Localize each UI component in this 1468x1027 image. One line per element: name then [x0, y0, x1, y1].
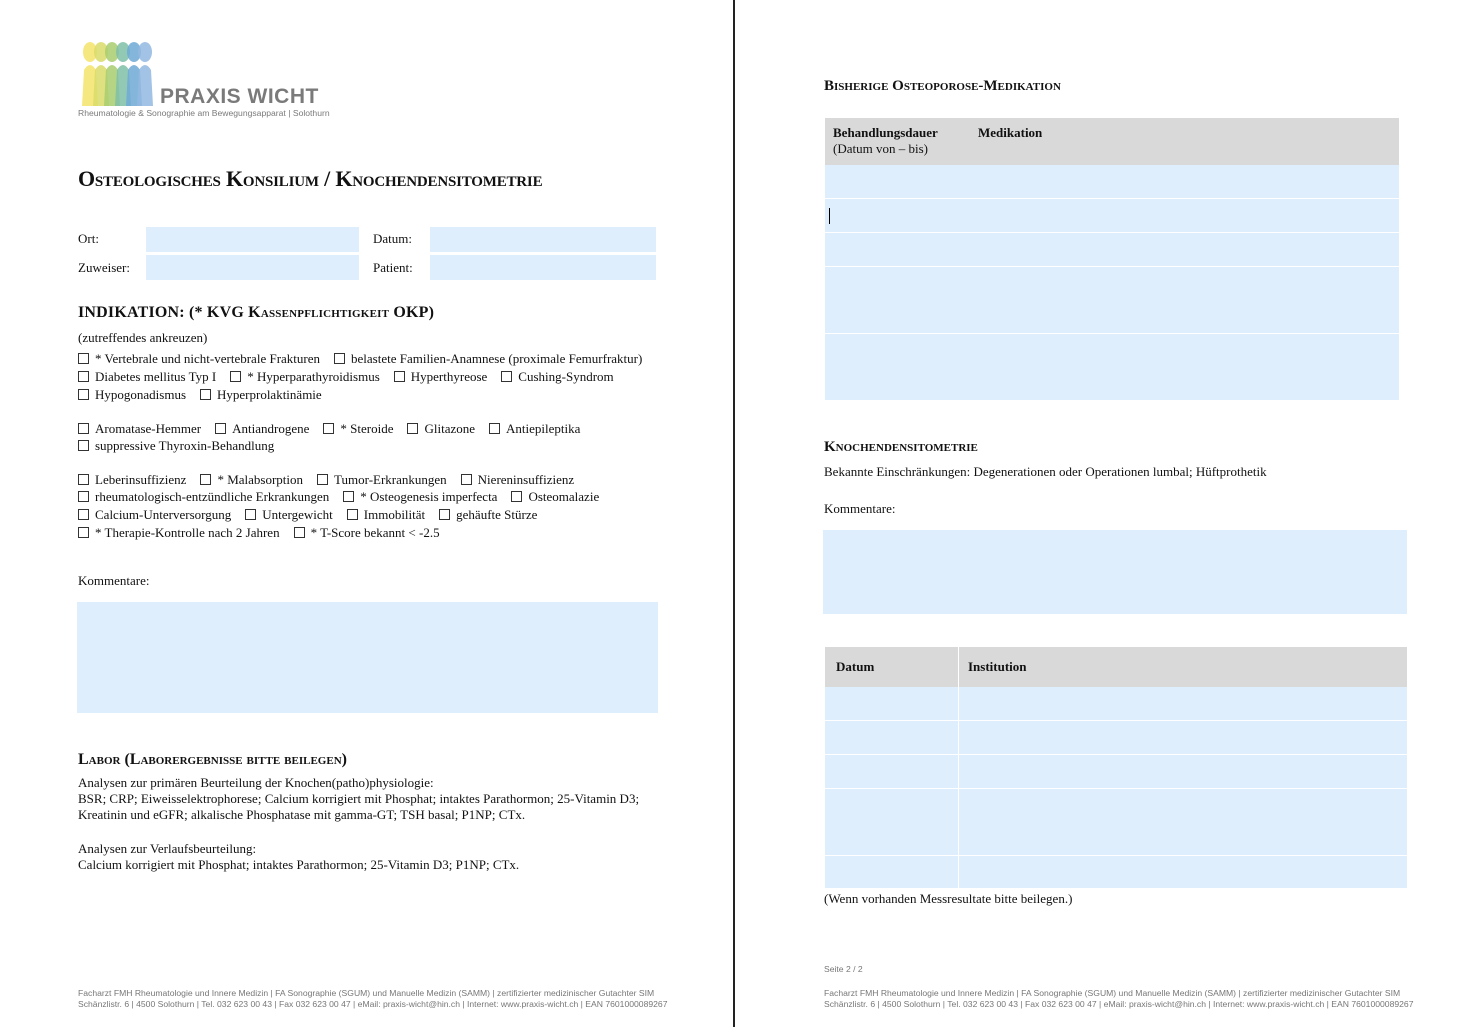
checkbox[interactable]: [78, 389, 89, 400]
indikation-checkbox-item[interactable]: [407, 421, 475, 436]
checkbox-label: * Steroide: [340, 421, 394, 436]
indikation-checkbox-item[interactable]: [343, 489, 497, 504]
indikation-checkbox-item[interactable]: [294, 525, 440, 540]
messungen-row[interactable]: [825, 721, 1407, 755]
checkbox[interactable]: [461, 474, 472, 485]
checkbox-line: [78, 438, 288, 454]
indikation-checkbox-item[interactable]: [78, 351, 320, 366]
checkbox-label: Immobilität: [363, 507, 426, 522]
indikation-checkbox-item[interactable]: [323, 421, 393, 436]
checkbox[interactable]: [294, 527, 305, 538]
indikation-checkbox-item[interactable]: [78, 472, 186, 487]
indikation-checkbox-item[interactable]: [78, 387, 186, 402]
checkbox-label: * Osteogenesis imperfecta: [360, 489, 498, 504]
checkbox[interactable]: [245, 509, 256, 520]
checkbox-line: [78, 387, 336, 403]
footer-line2: Schänzlistr. 6 | 4500 Solothurn | Tel. 032 623 00 43 | Fax 032 623 00 47 | eMail: praxis-wicht@hin.ch | Internet: www.praxis-wicht.ch | EAN 7601000089267: [78, 999, 668, 1009]
checkbox[interactable]: [511, 491, 522, 502]
page2-footer: [824, 988, 1413, 1010]
indikation-checkbox-item[interactable]: [245, 507, 333, 522]
densitometrie-kommentare-label: Kommentare:: [824, 501, 896, 516]
header-col-separator: [958, 647, 959, 687]
checkbox[interactable]: [215, 423, 226, 434]
col-medikation: Medikation: [978, 125, 1043, 140]
kommentare-field[interactable]: [77, 602, 658, 713]
messungen-row[interactable]: [825, 856, 1407, 889]
checkbox-label: Antiandrogene: [232, 421, 310, 436]
indikation-checkbox-item[interactable]: [489, 421, 580, 436]
page-2: [735, 0, 1468, 1027]
indikation-checkbox-item[interactable]: [394, 369, 488, 384]
datum-label: Datum:: [373, 231, 412, 246]
checkbox[interactable]: [78, 440, 89, 451]
checkbox[interactable]: [489, 423, 500, 434]
medikation-table-header: [825, 118, 1399, 165]
medikation-row[interactable]: [825, 267, 1399, 334]
checkbox-label: Hyperprolaktinämie: [217, 387, 322, 402]
ort-field[interactable]: [146, 227, 359, 252]
checkbox[interactable]: [407, 423, 418, 434]
checkbox-line: [78, 369, 628, 385]
checkbox[interactable]: [78, 527, 89, 538]
checkbox-label: * Malabsorption: [217, 472, 304, 487]
checkbox-line: [78, 421, 594, 437]
text-cursor: [829, 208, 830, 224]
zuweiser-label: Zuweiser:: [78, 260, 130, 275]
checkbox[interactable]: [78, 353, 89, 364]
checkbox-label: * Therapie-Kontrolle nach 2 Jahren: [95, 525, 280, 540]
indikation-checkbox-item[interactable]: [334, 351, 642, 366]
indikation-checkbox-item[interactable]: [78, 489, 329, 504]
checkbox-label: Hypogonadismus: [95, 387, 186, 402]
indikation-checkbox-item[interactable]: [347, 507, 425, 522]
logo-figures-icon: [78, 40, 158, 106]
checkbox-line: [78, 507, 551, 523]
checkbox[interactable]: [347, 509, 358, 520]
praxis-logo: [78, 40, 368, 120]
indikation-checkbox-item[interactable]: [461, 472, 575, 487]
kommentare-label: Kommentare:: [78, 573, 150, 588]
checkbox-label: Calcium-Unterversorgung: [95, 507, 232, 522]
labor-p2-line1: Calcium korrigiert mit Phosphat; intaktes Parathormon; 25-Vitamin D3; P1NP; CTx.: [78, 857, 520, 872]
messungen-col-separator: [958, 687, 959, 888]
page-title: Osteologisches Konsilium / Knochendensitometrie: [78, 166, 543, 191]
messungen-table-header: [825, 647, 1407, 687]
indikation-checkbox-item[interactable]: [78, 507, 231, 522]
medikation-row[interactable]: [825, 233, 1399, 267]
checkbox[interactable]: [200, 389, 211, 400]
checkbox-label: Osteomalazie: [528, 489, 600, 504]
checkbox-line: [78, 525, 454, 541]
footer-line2: Schänzlistr. 6 | 4500 Solothurn | Tel. 032 623 00 43 | Fax 032 623 00 47 | eMail: praxis-wicht@hin.ch | Internet: www.praxis-wicht.ch | EAN 7601000089267: [824, 999, 1414, 1009]
medikation-heading: Bisherige Osteoporose-Medikation: [824, 78, 1061, 94]
col-datum: Datum: [836, 659, 875, 674]
ort-label: Ort:: [78, 231, 99, 246]
checkbox-label: Cushing-Syndrom: [518, 369, 614, 384]
patient-field[interactable]: [430, 255, 656, 280]
checkbox-label: * T-Score bekannt < -2.5: [310, 525, 440, 540]
messungen-row[interactable]: [825, 789, 1407, 856]
checkbox-label: Niereninsuffizienz: [477, 472, 575, 487]
indikation-checkbox-item[interactable]: [78, 421, 201, 436]
checkbox-label: Hyperthyreose: [410, 369, 488, 384]
checkbox-label: Tumor-Erkrankungen: [334, 472, 447, 487]
indikation-checkbox-item[interactable]: [230, 369, 380, 384]
medikation-row[interactable]: [825, 199, 1399, 233]
logo-tagline: Rheumatologie & Sonographie am Bewegungsapparat | Solothurn: [78, 108, 330, 118]
patient-label: Patient:: [373, 260, 413, 275]
checkbox[interactable]: [78, 371, 89, 382]
labor-p1-line2: Kreatinin und eGFR; alkalische Phosphatase mit gamma-GT; TSH basal; P1NP; CTx.: [78, 807, 526, 822]
messungen-note: (Wenn vorhanden Messresultate bitte beilegen.): [824, 891, 1073, 906]
indikation-checkbox-item[interactable]: [317, 472, 447, 487]
checkbox-label: * Hyperparathyroidismus: [247, 369, 380, 384]
checkbox-label: Aromatase-Hemmer: [95, 421, 202, 436]
checkbox[interactable]: [394, 371, 405, 382]
medikation-row[interactable]: [825, 334, 1399, 401]
indikation-heading: INDIKATION: (* KVG Kassenpflichtigkeit OKP): [78, 304, 435, 321]
datum-field[interactable]: [430, 227, 656, 252]
indikation-checkbox-item[interactable]: [78, 525, 280, 540]
logo-head: [138, 42, 152, 62]
checkbox-line: [78, 489, 613, 505]
checkbox-label: Leberinsuffizienz: [95, 472, 187, 487]
checkbox[interactable]: [439, 509, 450, 520]
checkbox[interactable]: [78, 509, 89, 520]
indikation-hint: (zutreffendes ankreuzen): [78, 330, 208, 345]
page-1: [0, 0, 733, 1027]
checkbox[interactable]: [78, 423, 89, 434]
checkbox[interactable]: [230, 371, 241, 382]
checkbox[interactable]: [78, 491, 89, 502]
col-institution: Institution: [968, 659, 1027, 674]
indikation-checkbox-item[interactable]: [200, 387, 322, 402]
checkbox-label: gehäufte Stürze: [456, 507, 538, 522]
checkbox[interactable]: [334, 353, 345, 364]
checkbox-line: [78, 351, 656, 367]
medikation-row[interactable]: [825, 165, 1399, 199]
checkbox-label: belastete Familien-Anamnese (proximale Femurfraktur): [351, 351, 643, 366]
zuweiser-field[interactable]: [146, 255, 359, 280]
logo-body: [137, 65, 153, 106]
checkbox-label: Antiepileptika: [506, 421, 581, 436]
densitometrie-kommentare-field[interactable]: [823, 530, 1407, 614]
checkbox-label: suppressive Thyroxin-Behandlung: [95, 438, 275, 453]
messungen-row[interactable]: [825, 755, 1407, 789]
checkbox-line: [78, 472, 588, 488]
checkbox[interactable]: [501, 371, 512, 382]
checkbox-label: Glitazone: [424, 421, 476, 436]
indikation-checkbox-item[interactable]: [78, 369, 216, 384]
indikation-checkbox-item[interactable]: [78, 438, 274, 453]
indikation-checkbox-item[interactable]: [215, 421, 309, 436]
checkbox[interactable]: [78, 474, 89, 485]
checkbox-label: Diabetes mellitus Typ I: [95, 369, 217, 384]
col-behandlungsdauer: Behandlungsdauer (Datum von – bis): [833, 125, 938, 156]
checkbox-label: * Vertebrale und nicht-vertebrale Frakturen: [95, 351, 320, 366]
indikation-checkbox-item[interactable]: [439, 507, 537, 522]
checkbox[interactable]: [323, 423, 334, 434]
messungen-row[interactable]: [825, 687, 1407, 721]
checkbox[interactable]: [343, 491, 354, 502]
labor-p1-intro: Analysen zur primären Beurteilung der Knochen(patho)physiologie:: [78, 775, 434, 790]
page-number: Seite 2 / 2: [824, 964, 863, 974]
footer-line1: Facharzt FMH Rheumatologie und Innere Medizin | FA Sonographie (SGUM) und Manuelle Medizin (SAMM) | zertifizierter medizinischer Gutachter SIM: [824, 988, 1401, 998]
indikation-checkbox-item[interactable]: [200, 472, 303, 487]
labor-text: [78, 775, 718, 873]
labor-p1-line1: BSR; CRP; Eiweisselektrophorese; Calcium korrigiert mit Phosphat; intaktes Parathormon; 25-Vitamin D3;: [78, 791, 640, 806]
page1-footer: [78, 988, 667, 1010]
labor-p2-intro: Analysen zur Verlaufsbeurteilung:: [78, 841, 257, 856]
indikation-checkbox-item[interactable]: [511, 489, 599, 504]
logo-name: PRAXIS WICHT: [160, 85, 319, 108]
densitometrie-heading: Knochendensitometrie: [824, 439, 978, 455]
checkbox[interactable]: [317, 474, 328, 485]
footer-line1: Facharzt FMH Rheumatologie und Innere Medizin | FA Sonographie (SGUM) und Manuelle Medizin (SAMM) | zertifizierter medizinischer Gutachter SIM: [78, 988, 655, 998]
checkbox[interactable]: [200, 474, 211, 485]
indikation-checkbox-item[interactable]: [501, 369, 613, 384]
checkbox-label: Untergewicht: [262, 507, 333, 522]
labor-heading: Labor (Laborergebnisse bitte beilegen): [78, 751, 347, 768]
densitometrie-note: Bekannte Einschränkungen: Degenerationen oder Operationen lumbal; Hüftprothetik: [824, 464, 1267, 479]
checkbox-label: rheumatologisch-entzündliche Erkrankungen: [95, 489, 330, 504]
